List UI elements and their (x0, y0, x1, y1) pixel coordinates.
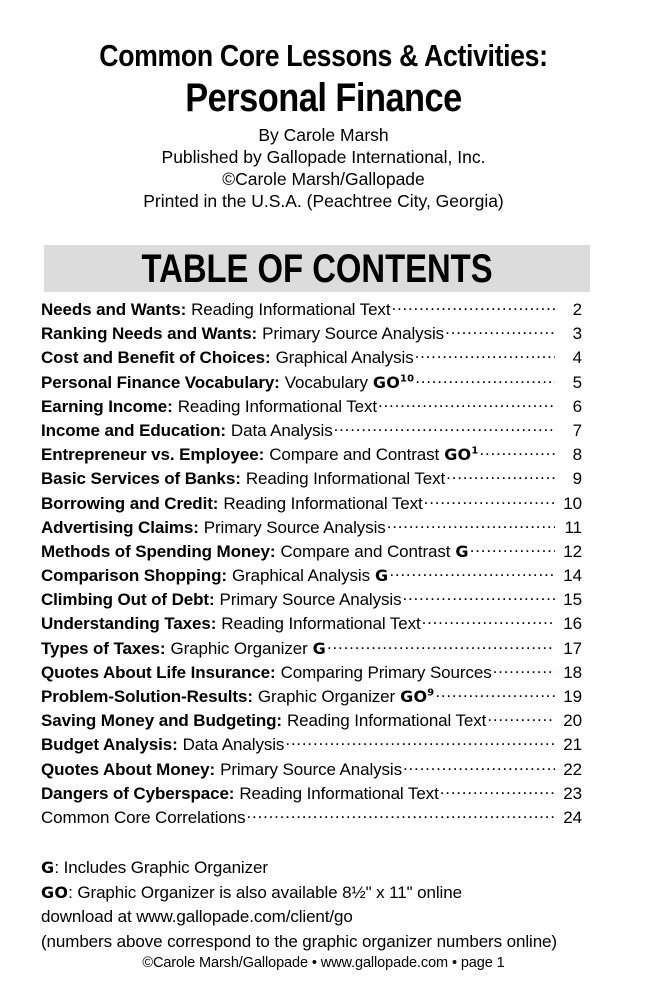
toc-entry-description: Vocabulary (284, 372, 368, 392)
dot-leader (387, 516, 555, 533)
toc-entry-page-number: 19 (563, 687, 582, 706)
credit-printed-in: Printed in the U.S.A. (Peachtree City, Georgia) (143, 191, 504, 211)
toc-entry[interactable] (41, 443, 582, 467)
toc-entry-page-number: 6 (572, 396, 582, 416)
toc-entry-description: Primary Source Analysis (219, 590, 402, 610)
toc-entry-page-number: 5 (572, 372, 582, 392)
toc-entry-description: Compare and Contrast (280, 541, 451, 561)
toc-entry-page-number: 15 (563, 590, 582, 610)
toc-entry-page-number: 11 (564, 517, 582, 537)
toc-entry[interactable] (41, 588, 582, 612)
credit-author: By Carole Marsh (258, 125, 389, 145)
toc-entry-description: Reading Informational Text (221, 614, 421, 634)
toc-entry-title: Quotes About Money: (41, 759, 216, 779)
graphic-organizer-marker: G (374, 566, 389, 586)
toc-entry[interactable] (41, 564, 582, 588)
toc-entry-description: Graphical Analysis (231, 566, 370, 586)
toc-entry[interactable] (41, 492, 582, 516)
toc-entry-description: Common Core Correlations (41, 807, 246, 827)
page-footer: ©Carole Marsh/Gallopade • www.gallopade.com • page 1 (142, 955, 505, 971)
toc-entry[interactable] (41, 661, 582, 685)
toc-entry-title: Climbing Out of Debt: (41, 590, 215, 610)
dot-leader (424, 492, 555, 509)
toc-entry[interactable] (41, 709, 582, 733)
toc-entry-description: Graphical Analysis (275, 348, 414, 368)
toc-entry-title: Budget Analysis: (41, 735, 178, 755)
toc-entry[interactable] (41, 467, 582, 491)
toc-entry[interactable] (41, 419, 582, 443)
toc-entry-title: Basic Services of Banks: (41, 469, 241, 489)
graphic-organizer-marker: $GO^9$ (400, 687, 435, 706)
legend-key-g: G (41, 858, 55, 877)
toc-entry-description: Graphic Organizer (170, 638, 308, 658)
toc-entry[interactable] (41, 733, 582, 757)
dot-leader (402, 588, 555, 605)
graphic-organizer-marker: GO$^{10}$ (372, 372, 415, 392)
dot-leader (415, 346, 555, 363)
dot-leader (415, 371, 555, 388)
toc-entry[interactable] (41, 371, 582, 395)
dot-leader (435, 685, 555, 702)
toc-entry[interactable] (41, 806, 582, 830)
toc-entry-title: Dangers of Cyberspace: (41, 783, 235, 803)
toc-entry[interactable] (41, 395, 582, 419)
toc-entry[interactable] (41, 516, 582, 540)
toc-entry-page-number: 22 (563, 759, 582, 779)
toc-entry-description: Primary Source Analysis (203, 517, 386, 537)
legend-line (41, 881, 601, 906)
toc-entry-page-number: 18 (563, 662, 582, 682)
toc-entry-title: Cost and Benefit of Choices: (41, 348, 271, 368)
toc-entry[interactable] (41, 612, 582, 636)
toc-entry[interactable] (41, 758, 582, 782)
toc-entry-description: Data Analysis (230, 420, 333, 440)
toc-entry[interactable] (41, 540, 582, 564)
graphic-organizer-number: 9 (427, 687, 435, 699)
toc-entry-page-number: 23 (563, 783, 582, 803)
toc-entry-description: Reading Informational Text (245, 469, 446, 489)
dot-leader (389, 564, 555, 581)
legend-text: download at www.gallopade.com/client/go (41, 907, 353, 926)
toc-entry-description: Primary Source Analysis (262, 324, 445, 344)
toc-entry-page-number: 17 (563, 638, 582, 658)
toc-entry-page-number: 10 (563, 493, 582, 513)
credit-publisher: Published by Gallopade International, Inc. (161, 147, 486, 167)
toc-entry-title: Problem-Solution-Results: (41, 687, 253, 706)
toc-entry[interactable] (41, 685, 582, 709)
dot-leader (493, 661, 555, 678)
dot-leader (327, 637, 555, 654)
legend-line (41, 856, 601, 881)
graphic-organizer-marker: G (312, 638, 327, 658)
toc-entry-page-number: 8 (572, 445, 582, 465)
toc-entry-description: Graphic Organizer (257, 687, 396, 706)
dot-leader (479, 443, 555, 460)
toc-entry-page-number: 3 (572, 324, 582, 344)
toc-entry[interactable] (41, 346, 582, 370)
toc-entry[interactable] (41, 637, 582, 661)
toc-entry[interactable] (41, 782, 582, 806)
toc-entry-page-number: 4 (572, 348, 582, 368)
dot-leader (391, 298, 555, 315)
toc-entry-description: Data Analysis (182, 735, 285, 755)
toc-entry-description: Reading Informational Text (223, 493, 423, 513)
dot-leader (446, 467, 555, 484)
table-of-contents-heading: TABLE OF CONTENTS (141, 246, 493, 291)
toc-entry-title: Borrowing and Credit: (41, 493, 219, 513)
graphic-organizer-marker: $GO^1$ (444, 445, 479, 465)
toc-entry-title: Advertising Claims: (41, 517, 199, 537)
dot-leader (487, 709, 555, 726)
document-title-line1: Common Core Lessons & Activities: (99, 38, 548, 73)
legend-text: (numbers above correspond to the graphic organizer numbers online) (41, 931, 557, 951)
dot-leader (378, 395, 555, 412)
toc-entry-title: Personal Finance Vocabulary: (41, 372, 280, 392)
toc-entry-description: Comparing Primary Sources (280, 662, 492, 682)
toc-entry-description: Reading Informational Text (191, 300, 391, 319)
toc-entry-page-number: 20 (563, 711, 582, 731)
table-of-contents-banner (44, 245, 590, 292)
legend-line (41, 905, 601, 930)
toc-entry-title: Saving Money and Budgeting: (41, 711, 282, 731)
toc-entry-title: Types of Taxes: (41, 638, 166, 658)
toc-entry-description: Reading Informational Text (177, 396, 378, 416)
graphic-organizer-marker: G (455, 541, 469, 561)
toc-entry-page-number: 14 (563, 566, 582, 586)
credits-block (0, 124, 647, 212)
legend-line (41, 930, 601, 955)
toc-entry-title: Comparison Shopping: (41, 566, 227, 586)
toc-entry-description: Compare and Contrast (269, 445, 440, 465)
graphic-organizer-number: 1 (471, 445, 479, 457)
toc-entry-page-number: 2 (572, 300, 582, 319)
toc-entry-page-number: 24 (563, 807, 582, 827)
toc-entry-description: Primary Source Analysis (220, 759, 403, 779)
legend (41, 856, 601, 954)
legend-text: : Includes Graphic Organizer (54, 858, 268, 877)
toc-entry-title: Understanding Taxes: (41, 614, 217, 634)
toc-entry-title: Needs and Wants: (41, 300, 187, 319)
dot-leader (403, 758, 555, 775)
document-title-line2: Personal Finance (185, 76, 462, 120)
dot-leader (334, 419, 555, 436)
toc-entry-page-number: 7 (572, 420, 582, 440)
toc-entry-title: Methods of Spending Money: (41, 541, 276, 561)
dot-leader (285, 733, 555, 750)
legend-text: : Graphic Organizer is also available 8½" x 11" online (68, 882, 462, 902)
toc-entry-title: Earning Income: (41, 396, 173, 416)
toc-entry-page-number: 12 (563, 541, 582, 561)
toc-entry-title: Ranking Needs and Wants: (41, 324, 258, 344)
toc-entry-page-number: 16 (563, 614, 582, 634)
dot-leader (470, 540, 555, 557)
toc-entry[interactable] (41, 322, 582, 346)
toc-entry-title: Quotes About Life Insurance: (41, 662, 276, 682)
dot-leader (445, 322, 555, 339)
dot-leader (247, 806, 555, 823)
credit-copyright: ©Carole Marsh/Gallopade (222, 169, 425, 189)
toc-entry-title: Entrepreneur vs. Employee: (41, 445, 265, 465)
dot-leader (422, 612, 555, 629)
toc-entry-page-number: 9 (572, 469, 582, 489)
toc-entry-page-number: 21 (563, 735, 582, 755)
table-of-contents-list (41, 298, 582, 830)
dot-leader (440, 782, 555, 799)
legend-key-go: GO (41, 882, 69, 902)
masthead (0, 0, 647, 212)
graphic-organizer-number: 10 (400, 373, 415, 385)
toc-entry-description: Reading Informational Text (239, 783, 439, 803)
toc-entry-title: Income and Education: (41, 420, 226, 440)
toc-entry[interactable] (41, 298, 582, 322)
toc-entry-description: Reading Informational Text (286, 711, 487, 731)
